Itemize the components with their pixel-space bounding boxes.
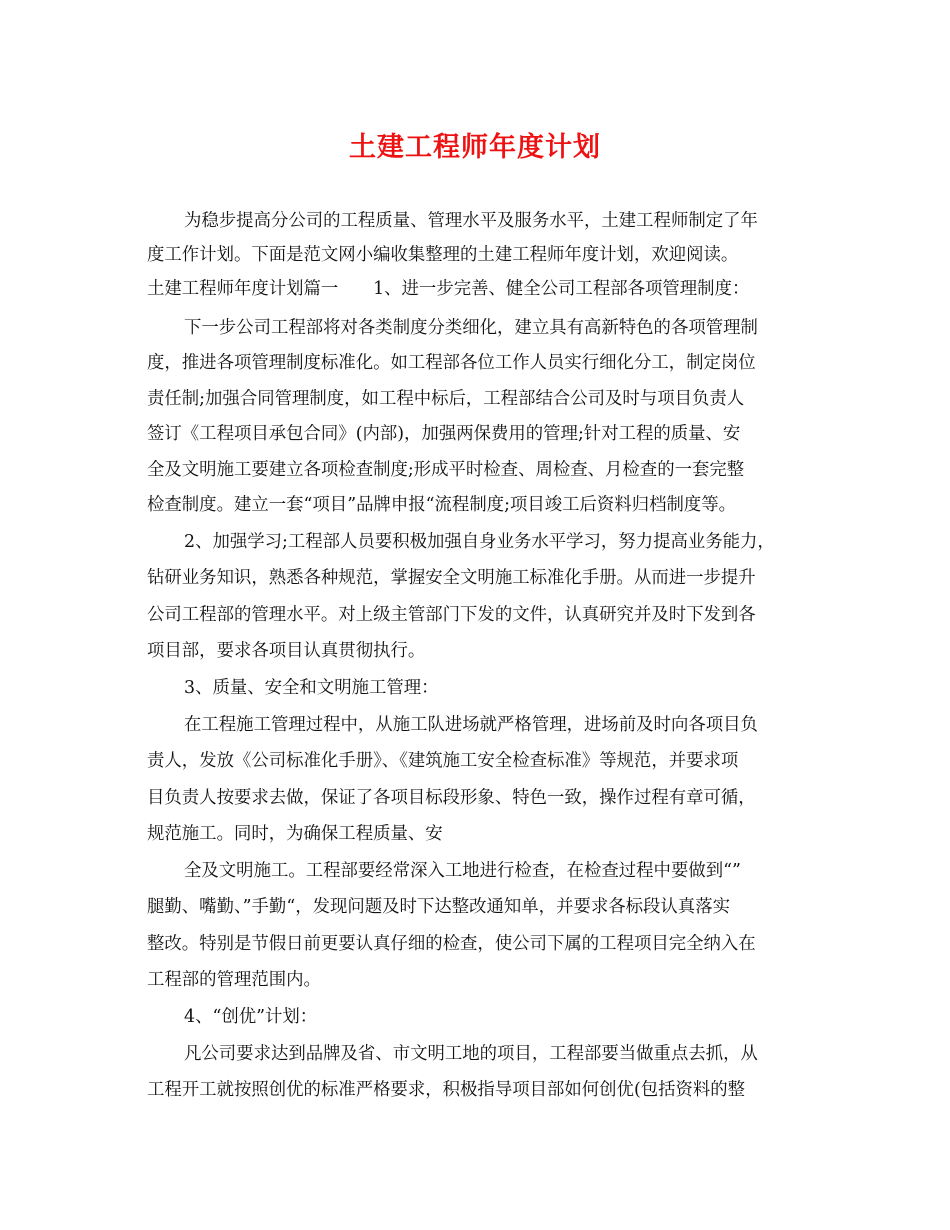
text-line: 责人，发放《公司标准化手册》、《建筑施工安全检查标准》等规范，并要求项 [147,751,739,771]
text-line: 整改。特别是节假日前更要认真仔细的检查，使公司下属的工程项目完全纳入在 [147,934,756,954]
text-line: 2、加强学习;工程部人员要积极加强自身业务水平学习，努力提高业务能力， [184,532,775,552]
text-line: 4、“创优”计划： [184,1007,318,1027]
text-line: 3、质量、安全和文明施工管理： [184,678,439,698]
text-line: 为稳步提高分公司的工程质量、管理水平及服务水平，土建工程师制定了年 [184,211,758,231]
text-line: 腿勤、嘴勤、”手勤“，发现问题及时下达整改通知单，并要求各标段认真落实 [147,897,730,917]
text-line: 钻研业务知识，熟悉各种规范，掌握安全文明施工标准化手册。从而进一步提升 [147,568,756,588]
text-line: 工程部的管理范围内。 [147,970,321,990]
text-line: 工程开工就按照创优的标准严格要求，积极指导项目部如何创优(包括资料的整 [147,1080,746,1100]
text-line: 度，推进各项管理制度标准化。如工程部各位工作人员实行细化分工，制定岗位 [147,353,756,373]
text-line: 全及文明施工。工程部要经常深入工地进行检查，在检查过程中要做到“” [184,861,741,881]
document-title: 土建工程师年度计划 [349,132,601,163]
text-line: 下一步公司工程部将对各类制度分类细化，建立具有高新特色的各项管理制 [184,318,758,338]
text-line: 规范施工。同时，为确保工程质量、安 [147,824,443,844]
text-line: 凡公司要求达到品牌及省、市文明工地的项目，工程部要当做重点去抓，从 [184,1044,758,1064]
text-line: 在工程施工管理过程中，从施工队进场就严格管理，进场前及时向各项目负 [184,715,758,735]
text-line: 项目部，要求各项目认真贯彻执行。 [147,641,426,661]
text-line: 度工作计划。下面是范文网小编收集整理的土建工程师年度计划，欢迎阅读。 [147,245,739,265]
text-line: 公司工程部的管理水平。对上级主管部门下发的文件，认真研究并及时下发到各 [147,605,756,625]
text-line: 目负责人按要求去做，保证了各项目标段形象、特色一致，操作过程有章可循， [147,788,756,808]
text-line: 全及文明施工要建立各项检查制度;形成平时检查、周检查、月检查的一套完整 [147,460,745,480]
text-line: 土建工程师年度计划篇一 1、进一步完善、健全公司工程部各项管理制度： [147,279,750,299]
text-line: 检查制度。建立一套“项目”品牌申报“流程制度;项目竣工后资料归档制度等。 [147,495,737,515]
text-line: 签订《工程项目承包合同》(内部)，加强两保费用的管理;针对工程的质量、安 [147,424,741,444]
text-line: 责任制;加强合同管理制度，如工程中标后，工程部结合公司及时与项目负责人 [147,389,745,409]
